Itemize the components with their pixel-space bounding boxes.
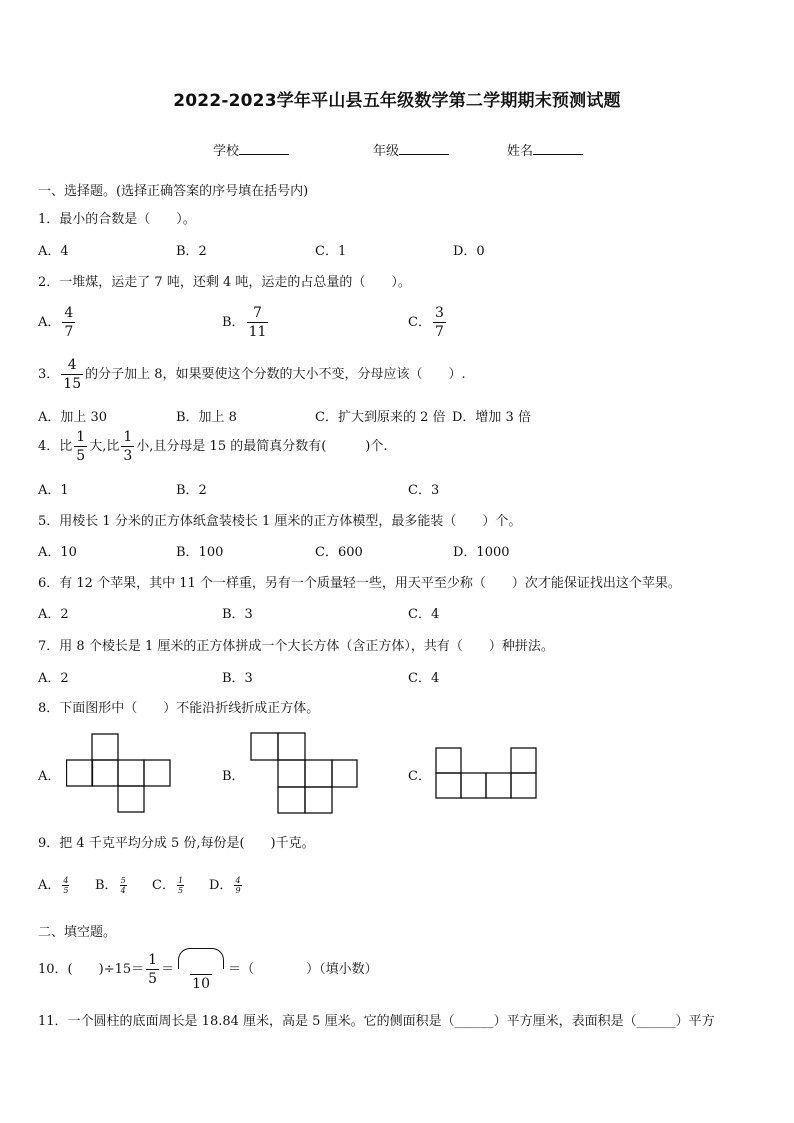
denominator: 5 xyxy=(177,885,184,895)
net-square xyxy=(305,760,332,787)
grade-field xyxy=(373,140,449,159)
q3-option-a[interactable]: A．加上 30 xyxy=(38,410,108,425)
denominator: 10 xyxy=(192,976,210,992)
denominator: 3 xyxy=(123,448,133,464)
question-9 xyxy=(38,832,315,851)
option-label: C． xyxy=(152,878,175,893)
denominator: 5 xyxy=(148,971,158,987)
question-6 xyxy=(38,572,681,591)
q3-option-d[interactable]: D．增加 3 倍 xyxy=(452,410,531,425)
name-field xyxy=(507,140,583,159)
numerator: 4 xyxy=(63,875,69,885)
question-11 xyxy=(38,1010,715,1029)
q8-option-a[interactable]: A． xyxy=(38,769,61,784)
q8-net-c[interactable] xyxy=(435,747,537,799)
numerator: 4 xyxy=(235,875,241,885)
q8-option-c[interactable]: C． xyxy=(408,769,431,784)
question-text: 把 4 千克平均分成 5 份,每份是( )千克。 xyxy=(59,836,315,851)
q5-option-b[interactable]: B．100 xyxy=(176,545,224,560)
net-square xyxy=(278,760,305,787)
question-2 xyxy=(38,271,411,290)
question-10 xyxy=(38,948,378,991)
net-square xyxy=(436,748,461,773)
numerator: 1 xyxy=(177,875,184,885)
net-square xyxy=(461,773,486,798)
name-blank[interactable] xyxy=(533,142,583,155)
numerator: 5 xyxy=(120,875,126,885)
fraction xyxy=(120,877,127,895)
q8-option-b[interactable]: B． xyxy=(222,769,245,784)
denominator: 9 xyxy=(235,885,241,895)
q3-option-b[interactable]: B．加上 8 xyxy=(176,410,237,425)
section-1-heading: 一、选择题。(选择正确答案的序号填在括号内) xyxy=(38,184,309,199)
option-label: A． xyxy=(38,878,61,893)
numerator: 1 xyxy=(148,952,158,968)
question-8 xyxy=(38,697,319,716)
numerator-blank[interactable] xyxy=(176,948,226,974)
page-title: 2022-2023学年平山县五年级数学第二学期期末预测试题 xyxy=(173,91,621,111)
school-field xyxy=(213,140,289,159)
question-text: ＝（ ）（填小数） xyxy=(228,962,378,977)
grade-label: 年级 xyxy=(373,144,400,159)
option-label: C． xyxy=(408,315,431,330)
question-7 xyxy=(38,635,554,654)
net-square xyxy=(118,786,144,812)
q7-option-b[interactable]: B．3 xyxy=(222,671,253,686)
fraction xyxy=(433,306,446,339)
net-square xyxy=(92,734,118,760)
question-number: 2． xyxy=(38,275,60,290)
denominator: 5 xyxy=(63,885,69,895)
net-square xyxy=(332,760,357,787)
option-label: B． xyxy=(95,878,118,893)
fraction xyxy=(146,953,159,986)
question-number: 1． xyxy=(38,212,60,227)
question-number: 6． xyxy=(38,576,60,591)
numerator: 1 xyxy=(76,429,86,445)
q7-option-a[interactable]: A．2 xyxy=(38,671,69,686)
q1-option-b[interactable]: B．2 xyxy=(176,244,207,259)
question-text: 有 12 个苹果，其中 11 个一样重，另有一个质量轻一些，用天平至少称（ ）次才能保证找出这个苹果。 xyxy=(59,576,681,591)
fraction xyxy=(177,877,184,895)
q2-option-b[interactable] xyxy=(222,306,270,339)
net-square xyxy=(251,733,278,760)
q4-option-b[interactable]: B．2 xyxy=(176,483,207,498)
fraction xyxy=(62,877,69,895)
question-text: 最小的合数是（ ）。 xyxy=(59,212,196,227)
question-number: 9． xyxy=(38,836,60,851)
question-4 xyxy=(38,430,388,463)
school-label: 学校 xyxy=(213,144,240,159)
q6-option-a[interactable]: A．2 xyxy=(38,607,69,622)
denominator: 4 xyxy=(120,885,126,895)
question-1 xyxy=(38,208,196,227)
question-number: 3． xyxy=(38,367,60,382)
net-square xyxy=(144,760,170,786)
net-square xyxy=(436,773,461,798)
option-label: B． xyxy=(222,315,245,330)
question-text: 大,比 xyxy=(89,439,120,454)
equals: ＝ xyxy=(161,962,175,977)
q5-option-d[interactable]: D．1000 xyxy=(453,545,510,560)
numerator: 4 xyxy=(67,357,77,373)
net-square xyxy=(278,787,305,813)
net-square xyxy=(511,748,536,773)
fraction xyxy=(61,358,83,391)
q5-option-c[interactable]: C．600 xyxy=(315,545,363,560)
q4-option-c[interactable]: C．3 xyxy=(408,483,440,498)
q1-option-a[interactable]: A．4 xyxy=(38,244,69,259)
numerator: 1 xyxy=(123,429,133,445)
q6-option-c[interactable]: C．4 xyxy=(408,607,440,622)
fraction xyxy=(62,306,75,339)
question-text: 用棱长 1 分米的正方体纸盒装棱长 1 厘米的正方体模型，最多能装（ ）个。 xyxy=(59,514,522,529)
q6-option-b[interactable]: B．3 xyxy=(222,607,253,622)
numerator: 4 xyxy=(64,305,74,321)
fraction-blank[interactable] xyxy=(176,948,226,991)
denominator: 15 xyxy=(63,376,82,392)
question-text: 下面图形中（ ）不能沿折线折成正方体。 xyxy=(59,701,320,716)
q9-option-b[interactable] xyxy=(95,874,129,895)
question-text: 比 xyxy=(59,439,73,454)
question-number: 5． xyxy=(38,514,60,529)
denominator: 7 xyxy=(64,324,74,340)
q2-option-c[interactable] xyxy=(408,306,448,339)
fraction xyxy=(247,306,269,339)
option-label: D． xyxy=(209,878,233,893)
denominator: 11 xyxy=(248,324,267,340)
net-square xyxy=(118,760,144,786)
question-text: 一个圆柱的底面周长是 18.84 厘米，高是 5 厘米。它的侧面积是（______）平方厘米，表面积是（______）平方 xyxy=(67,1014,715,1029)
name-label: 姓名 xyxy=(507,144,534,159)
fraction xyxy=(234,877,241,895)
q1-option-c[interactable]: C．1 xyxy=(315,244,347,259)
school-blank[interactable] xyxy=(239,142,289,155)
denominator: 5 xyxy=(76,448,86,464)
net-square xyxy=(278,733,305,760)
q9-option-c[interactable] xyxy=(152,874,186,895)
section-2-heading: 二、填空题。 xyxy=(38,925,117,940)
question-number: 8． xyxy=(38,701,60,716)
question-5 xyxy=(38,510,521,529)
grade-blank[interactable] xyxy=(399,142,449,155)
net-square xyxy=(67,760,93,786)
numerator: 3 xyxy=(434,305,444,321)
denominator: 7 xyxy=(434,324,444,340)
paren-box xyxy=(178,948,224,969)
question-number: 7． xyxy=(38,639,60,654)
question-3 xyxy=(38,358,466,391)
q4-option-a[interactable]: A．1 xyxy=(38,483,69,498)
q2-option-a[interactable] xyxy=(38,306,77,339)
q5-option-a[interactable]: A．10 xyxy=(38,545,77,560)
net-square xyxy=(92,760,118,786)
q9-option-a[interactable] xyxy=(38,874,71,895)
question-text: 一堆煤，运走了 7 吨，还剩 4 吨，运走的占总量的（ ）。 xyxy=(59,275,411,290)
question-text: 用 8 个棱长是 1 厘米的正方体拼成一个大长方体（含正方体），共有（ ）种拼法。 xyxy=(59,639,554,654)
q7-option-c[interactable]: C．4 xyxy=(408,671,440,686)
q1-option-d[interactable]: D．0 xyxy=(453,244,485,259)
option-label: A． xyxy=(38,315,61,330)
question-text: 的分子加上 8，如果要使这个分数的大小不变，分母应该（ ）. xyxy=(85,367,466,382)
question-number: 11． xyxy=(38,1014,68,1029)
question-text: 小,且分母是 15 的最简真分数有( )个. xyxy=(136,439,388,454)
q8-net-b[interactable] xyxy=(250,732,358,814)
net-square xyxy=(486,773,511,798)
question-text: ( )÷15＝ xyxy=(67,962,145,977)
net-square xyxy=(305,787,332,813)
fraction xyxy=(74,430,87,463)
q3-option-c[interactable]: C．扩大到原来的 2 倍 xyxy=(315,410,446,425)
question-number: 4． xyxy=(38,439,60,454)
fraction xyxy=(121,430,134,463)
net-square xyxy=(511,773,536,798)
q9-option-d[interactable] xyxy=(209,874,244,895)
numerator: 7 xyxy=(253,305,262,321)
q8-net-a[interactable] xyxy=(66,733,172,813)
question-number: 10． xyxy=(38,962,68,977)
